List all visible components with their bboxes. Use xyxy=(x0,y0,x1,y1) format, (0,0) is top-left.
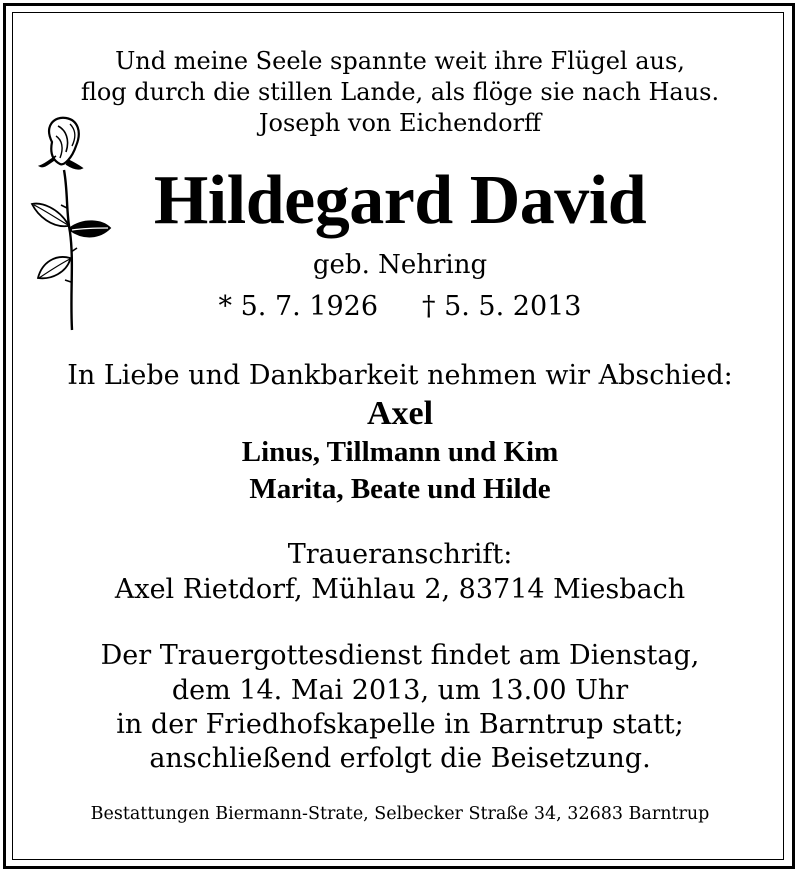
birth-date: * 5. 7. 1926 xyxy=(218,291,378,322)
quote-author: Joseph von Eichendorff xyxy=(258,109,542,137)
service-line-1: Der Trauergottesdienst findet am Dienstag, xyxy=(100,640,700,671)
address-value: Axel Rietdorf, Mühlau 2, 83714 Miesbach xyxy=(114,574,686,605)
service-line-3: in der Friedhofskapelle in Barntrup statt; xyxy=(116,709,684,740)
death-date: † 5. 5. 2013 xyxy=(422,291,582,322)
service-line-4: anschließend erfolgt die Beisetzung. xyxy=(149,743,651,774)
quote-line-2: flog durch die stillen Lande, als flöge sie nach Haus. xyxy=(80,78,720,106)
mourners-line-3: Marita, Beate und Hilde xyxy=(249,473,551,505)
address-label: Traueranschrift: xyxy=(287,539,513,570)
undertaker-footer: Bestattungen Biermann-Strate, Selbecker Straße 34, 32683 Barntrup xyxy=(90,804,710,824)
mourners-intro: In Liebe und Dankbarkeit nehmen wir Abschied: xyxy=(67,360,733,391)
life-dates xyxy=(0,293,800,320)
maiden-name: geb. Nehring xyxy=(312,250,488,280)
service-line-2: dem 14. Mai 2013, um 13.00 Uhr xyxy=(171,675,629,706)
mourners-line-2: Linus, Tillmann und Kim xyxy=(241,436,559,468)
deceased-name: Hildegard David xyxy=(153,162,647,239)
mourner-primary: Axel xyxy=(366,395,434,432)
quote-line-1: Und meine Seele spannte weit ihre Flügel aus, xyxy=(115,47,685,75)
